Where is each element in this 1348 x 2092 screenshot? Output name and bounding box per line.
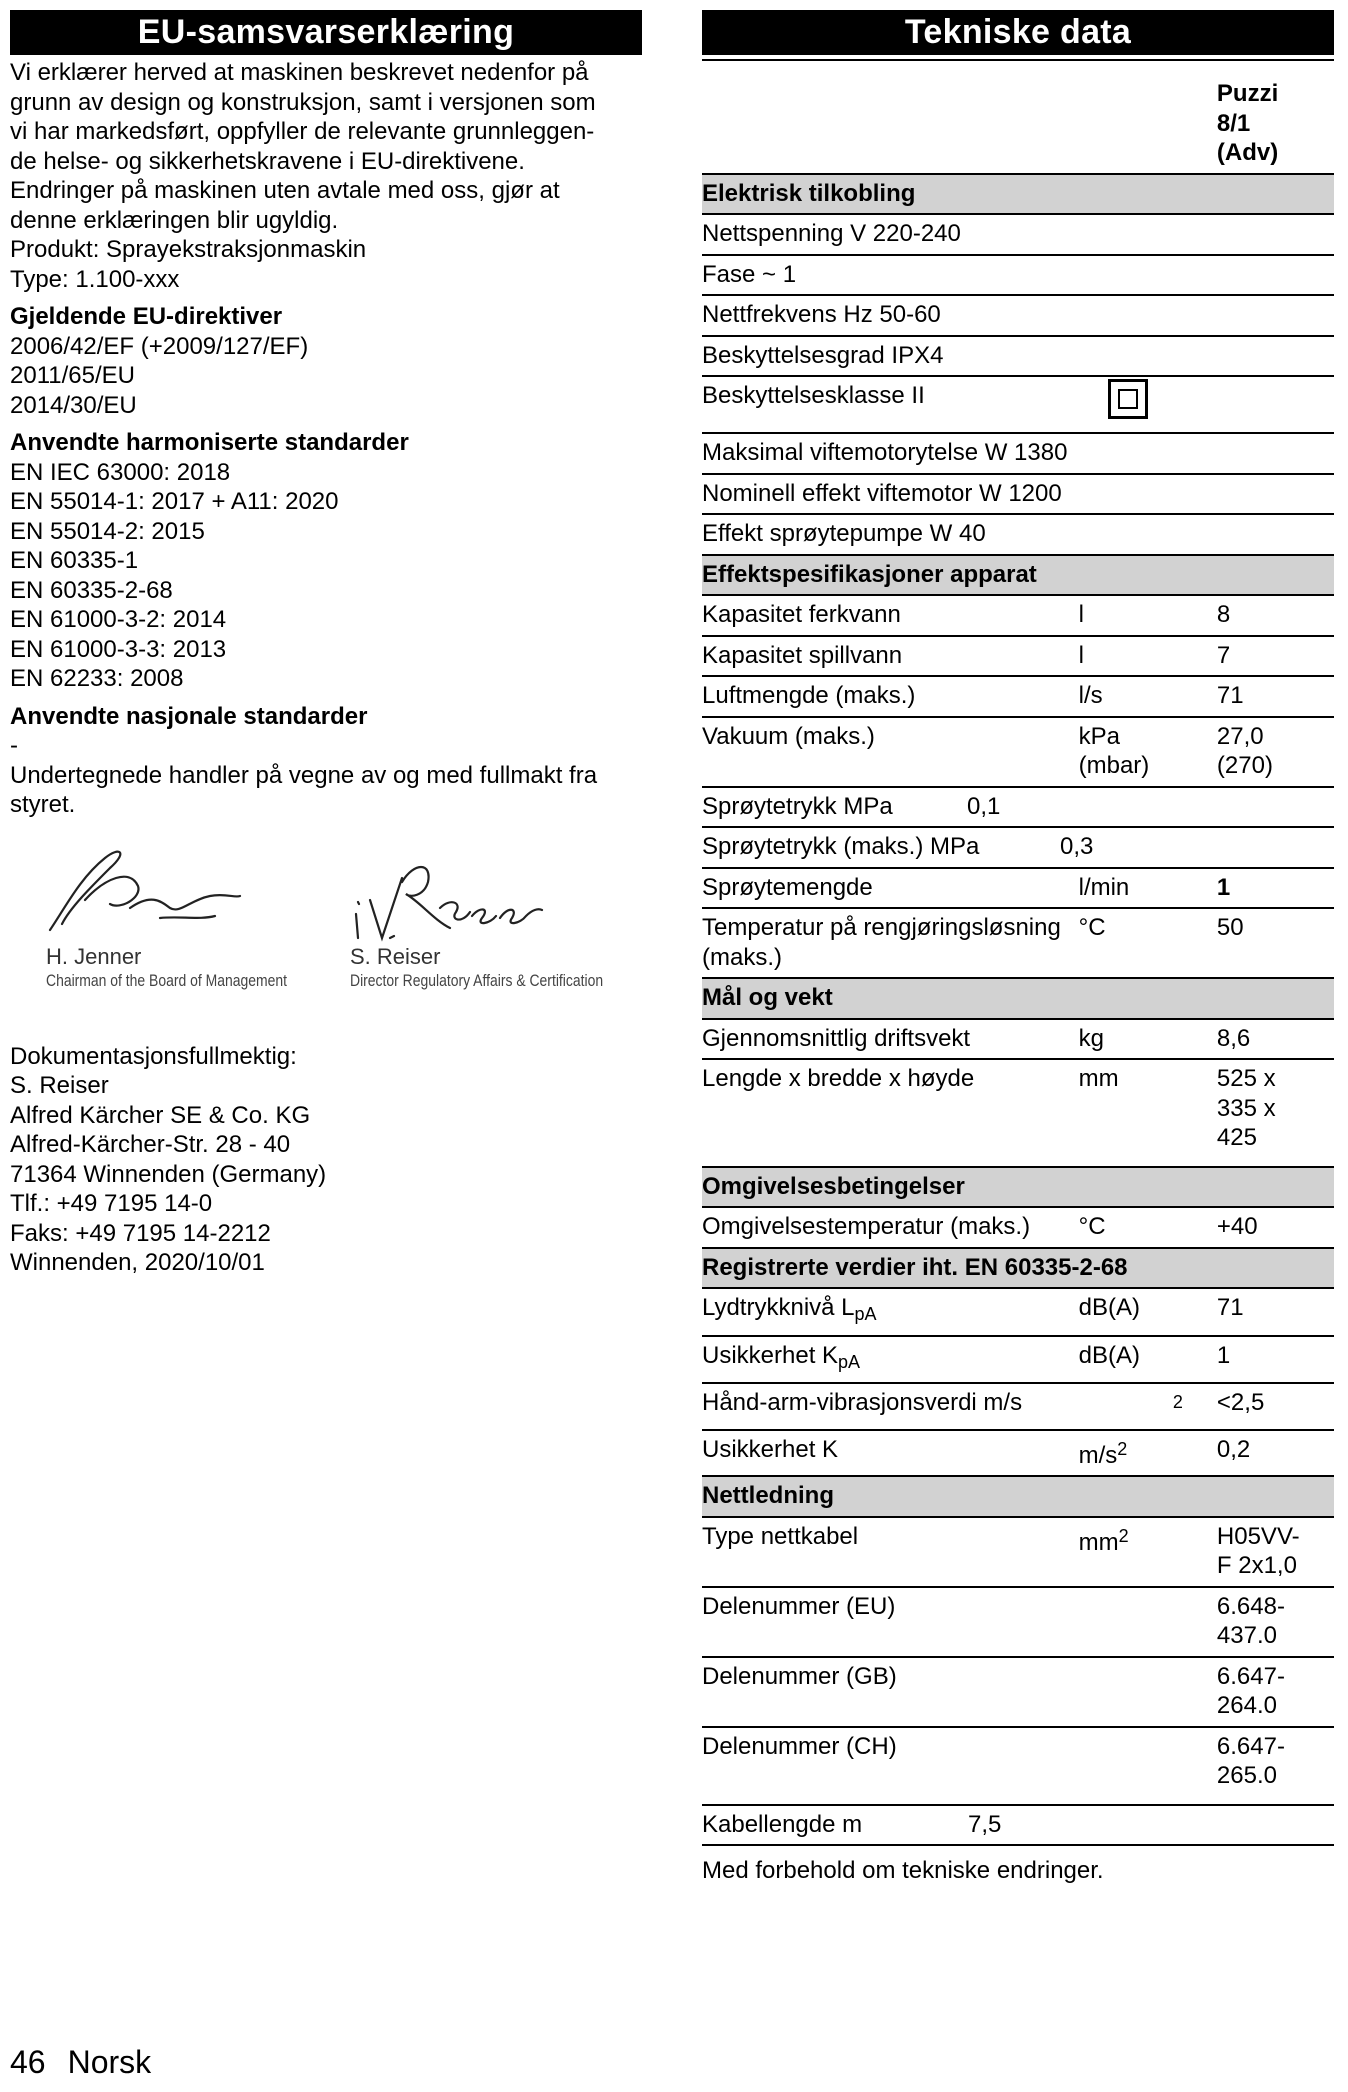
table-row: Beskyttelsesgrad IPX4 (702, 336, 1334, 377)
national-standards-heading: Anvendte nasjonale standarder (10, 702, 368, 730)
title-rule (702, 59, 1334, 61)
table-row: Gjennomsnittlig driftsvekt kg 8,6 (702, 1019, 1334, 1060)
contact-fax: Faks: +49 7195 14-2212 (10, 1219, 271, 1247)
table-row: Vakuum (maks.) kPa (mbar) 27,0 (270) (702, 717, 1334, 787)
table-row: Kabellengde m 7,5 (702, 1805, 1334, 1846)
section-cable: Nettledning (702, 1476, 1334, 1517)
place-date: Winnenden, 2020/10/01 (10, 1249, 265, 1276)
intro-line: de helse- og sikkerhetskravene i EU-direktivene. (10, 147, 525, 175)
contact-line: Alfred Kärcher SE & Co. KG (10, 1101, 311, 1129)
standard-item: EN 62233: 2008 (10, 665, 184, 692)
intro-line: Vi erklærer herved at maskinen beskrevet nedenfor på (10, 59, 589, 86)
eu-declaration-column (10, 10, 642, 1278)
standard-item: EN 61000-3-3: 2013 (10, 635, 227, 663)
technical-data-table (702, 75, 1334, 1846)
intro-line: denne erklæringen blir ugyldig. (10, 206, 339, 234)
signature-reiser-image (350, 838, 550, 944)
signature-name-jenner: H. Jenner (46, 943, 142, 969)
table-row: Lydtrykknivå $L_{pA}$ dB(A) 71 (702, 1288, 1334, 1336)
table-row: Nominell effekt viftemotor W 1200 (702, 474, 1334, 515)
signatory-statement: Undertegnede handler på vegne av og med fullmakt fra (10, 761, 598, 789)
standard-item: EN IEC 63000: 2018 (10, 458, 231, 486)
contact-line: S. Reiser (10, 1072, 109, 1099)
signature-reiser (350, 838, 650, 992)
section-dimensions: Mål og vekt (702, 978, 1334, 1019)
eu-declaration-title: EU-samsvarserklæring (10, 10, 642, 55)
technical-data-column (702, 10, 1334, 1886)
table-row: Hånd-arm-vibrasjonsverdi m/s $^2$ <2,5 (702, 1383, 1334, 1430)
page-language: Norsk (67, 2044, 152, 2080)
table-row: Nettspenning V 220-240 (702, 214, 1334, 255)
technical-data-title: Tekniske data (702, 10, 1334, 55)
table-row: Lengde x bredde x høyde mm 525 x 335 x 425 (702, 1059, 1334, 1167)
harmonised-standards-heading: Anvendte harmoniserte standarder (10, 429, 409, 456)
table-row: Delenummer (CH) 6.647- 265.0 (702, 1727, 1334, 1805)
table-row: Luftmengde (maks.) l/s 71 (702, 676, 1334, 717)
table-row: Maksimal viftemotorytelse W 1380 (702, 433, 1334, 474)
product-line: Produkt: Sprayekstraksjonmaskin (10, 236, 367, 263)
protection-class-ii-icon (1108, 379, 1148, 419)
table-row: Sprøytetrykk MPa 0,1 (702, 787, 1334, 828)
standard-item: EN 55014-2: 2015 (10, 517, 205, 545)
table-row: Sprøytemengde l/min 1 (702, 868, 1334, 909)
declaration-intro (10, 58, 642, 294)
standard-item: EN 55014-1: 2017 + A11: 2020 (10, 488, 339, 515)
signature-jenner-image (10, 838, 250, 944)
directive-item: 2014/30/EU (10, 391, 137, 419)
table-row: Usikkerhet $K_{pA}$ dB(A) 1 (702, 1336, 1334, 1384)
directive-item: 2006/42/EF (+2009/127/EF) (10, 332, 309, 360)
signature-title-jenner: Chairman of the Board of Management (46, 970, 287, 990)
documentation-contact (10, 1042, 642, 1278)
table-row: Delenummer (GB) 6.647- 264.0 (702, 1657, 1334, 1727)
contact-line: Alfred-Kärcher-Str. 28 - 40 (10, 1131, 291, 1158)
table-row: Kapasitet spillvann l 7 (702, 636, 1334, 677)
directive-item: 2011/65/EU (10, 362, 135, 389)
directives-heading: Gjeldende EU-direktiver (10, 303, 283, 330)
technical-changes-note: Med forbehold om tekniske endringer. (702, 1857, 1104, 1884)
signature-name-reiser: S. Reiser (350, 943, 441, 969)
contact-line: 71364 Winnenden (Germany) (10, 1160, 327, 1188)
table-row: Kapasitet ferkvann l 8 (702, 595, 1334, 636)
intro-line: grunn av design og konstruksjon, samt i versjonen som (10, 88, 596, 116)
national-standard-item: - (10, 732, 18, 759)
model-header-row (702, 75, 1334, 174)
table-row: Omgivelsestemperatur (maks.) °C +40 (702, 1207, 1334, 1248)
table-row: Delenummer (EU) 6.648- 437.0 (702, 1587, 1334, 1657)
table-row: Fase ~ 1 (702, 255, 1334, 296)
contact-phone: Tlf.: +49 7195 14-0 (10, 1190, 213, 1217)
table-row: Sprøytetrykk (maks.) MPa 0,3 (702, 827, 1334, 868)
intro-line: vi har markedsført, oppfyller de relevante grunnleggen- (10, 118, 595, 145)
table-row: Nettfrekvens Hz 50-60 (702, 295, 1334, 336)
type-line: Type: 1.100-xxx (10, 265, 180, 293)
documentation-heading: Dokumentasjonsfullmektig: (10, 1042, 297, 1070)
signatory-statement: styret. (10, 791, 76, 818)
section-electrical: Elektrisk tilkobling (702, 174, 1334, 215)
page-footer (10, 2044, 151, 2080)
table-row: Temperatur på rengjøringsløsning (maks.) °C 50 (702, 908, 1334, 978)
page-number: 46 (10, 2044, 46, 2080)
standard-item: EN 61000-3-2: 2014 (10, 606, 227, 633)
intro-line: Endringer på maskinen uten avtale med oss, gjør at (10, 177, 560, 204)
standard-item: EN 60335-2-68 (10, 576, 173, 604)
section-performance: Effektspesifikasjoner apparat (702, 555, 1334, 596)
standard-item: EN 60335-1 (10, 547, 139, 574)
section-registered-values: Registrerte verdier iht. EN 60335-2-68 (702, 1248, 1334, 1289)
signature-title-reiser: Director Regulatory Affairs & Certification (350, 970, 604, 990)
model-name: Puzzi 8/1 (Adv) (1217, 75, 1334, 174)
table-row: Usikkerhet K $m/s^2$ 0,2 (702, 1430, 1334, 1477)
section-ambient: Omgivelsesbetingelser (702, 1167, 1334, 1208)
table-row: Effekt sprøytepumpe W 40 (702, 514, 1334, 555)
table-row: Beskyttelsesklasse II (702, 376, 1334, 433)
signature-jenner (10, 838, 310, 992)
signatures (10, 838, 642, 1036)
table-row: Type nettkabel $mm^2$ H05VV- F 2x1,0 (702, 1517, 1334, 1587)
